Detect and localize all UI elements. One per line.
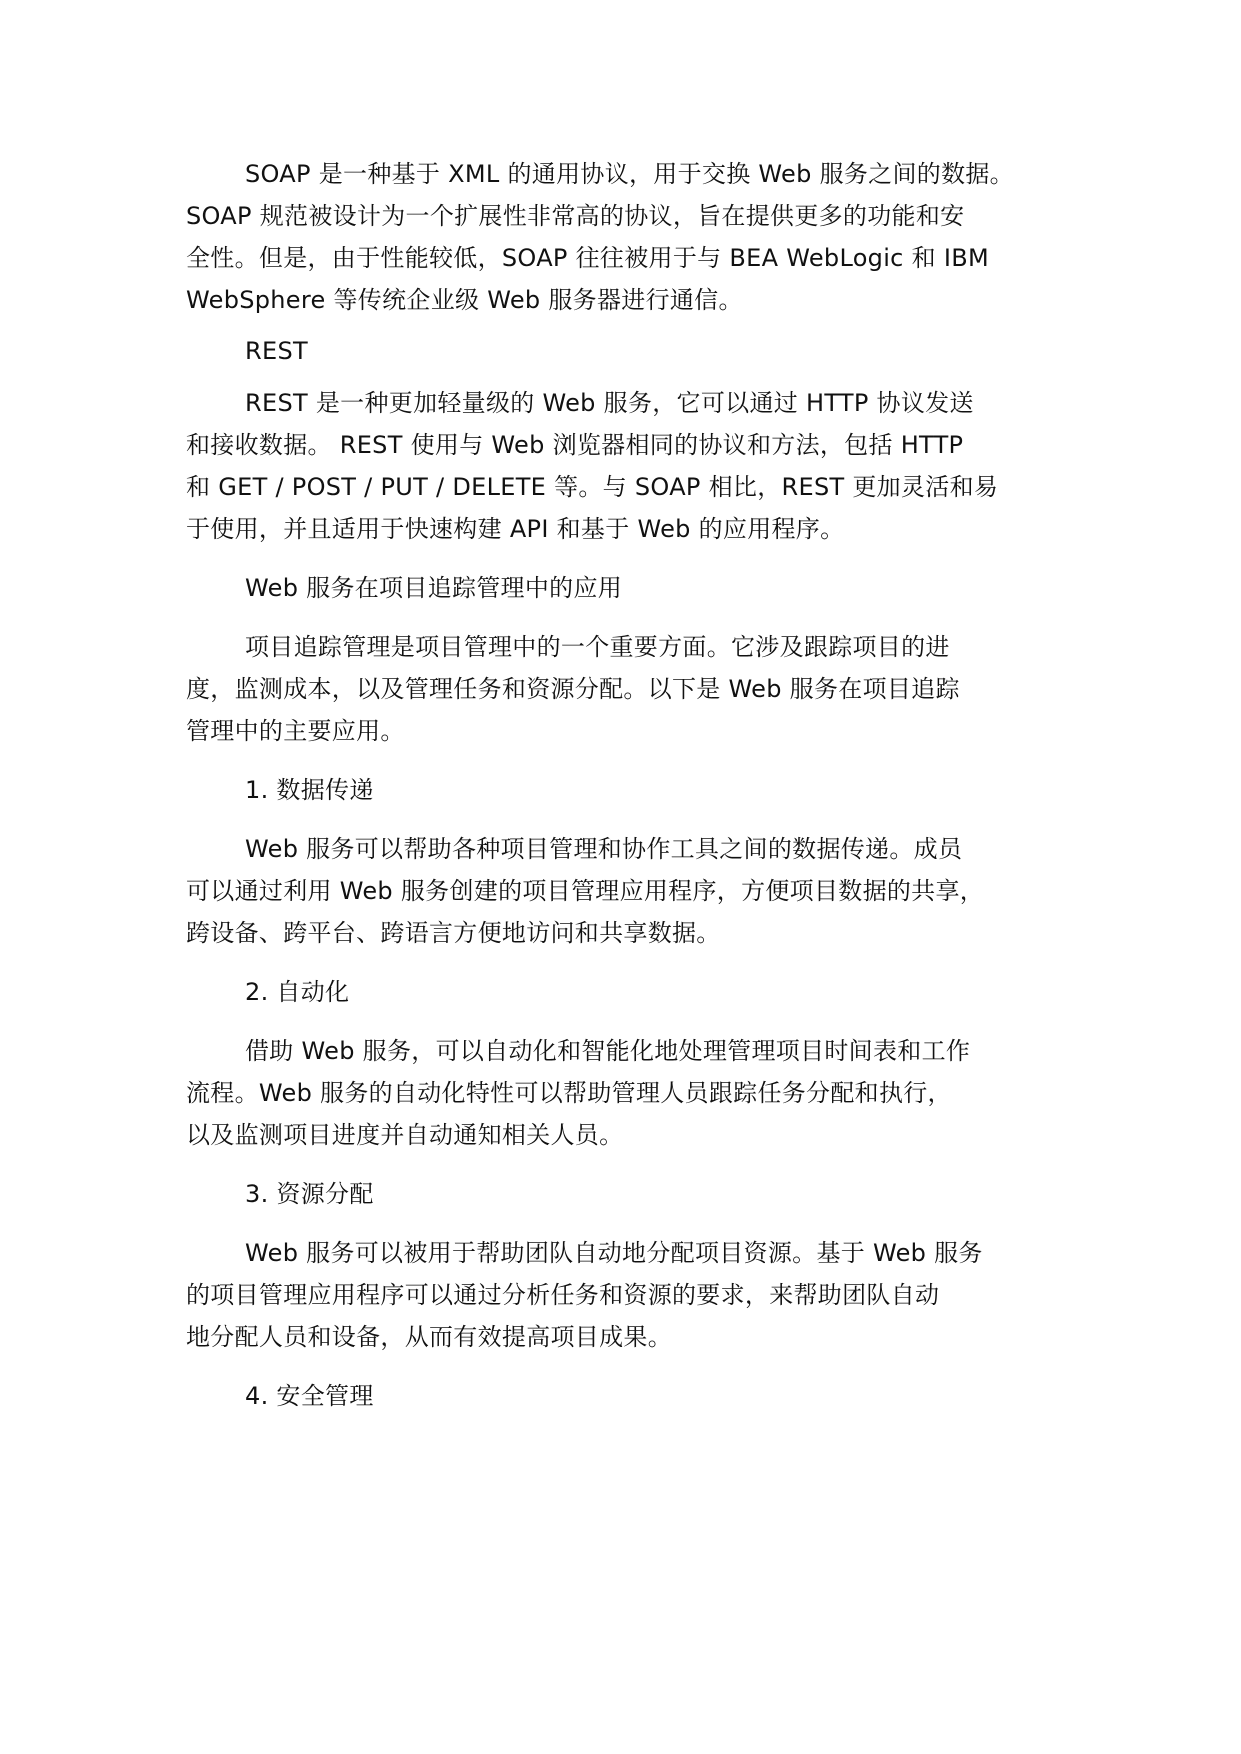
text-line: 以及监测项目进度并自动通知相关人员。 [186, 1121, 624, 1149]
text-line: SOAP 是一种基于 XML 的通用协议，用于交换 Web 服务之间的数据。 [245, 160, 1014, 188]
text-line: WebSphere 等传统企业级 Web 服务器进行通信。 [186, 286, 743, 314]
text-line: 3. 资源分配 [245, 1180, 374, 1208]
text-line: 管理中的主要应用。 [186, 717, 405, 745]
text-line: 项目追踪管理是项目管理中的一个重要方面。它涉及跟踪项目的进 [245, 633, 950, 661]
text-line: 1. 数据传递 [245, 776, 374, 804]
text-line: 的项目管理应用程序可以通过分析任务和资源的要求，来帮助团队自动 [186, 1281, 940, 1309]
text-line: 2. 自动化 [245, 978, 350, 1006]
text-line: 于使用，并且适用于快速构建 API 和基于 Web 的应用程序。 [186, 515, 845, 543]
text-line: REST 是一种更加轻量级的 Web 服务，它可以通过 HTTP 协议发送 [245, 389, 974, 417]
text-line: 跨设备、跨平台、跨语言方便地访问和共享数据。 [186, 919, 721, 947]
text-line: 可以通过利用 Web 服务创建的项目管理应用程序，方便项目数据的共享， [186, 877, 985, 905]
text-line: 度，监测成本，以及管理任务和资源分配。以下是 Web 服务在项目追踪 [186, 675, 960, 703]
text-line: 和接收数据。 REST 使用与 Web 浏览器相同的协议和方法，包括 HTTP [186, 431, 964, 459]
text-line: 和 GET / POST / PUT / DELETE 等。与 SOAP 相比，REST 更加灵活和易 [186, 473, 999, 501]
text-line: Web 服务可以被用于帮助团队自动地分配项目资源。基于 Web 服务 [245, 1239, 983, 1267]
text-line: SOAP 规范被设计为一个扩展性非常高的协议，旨在提供更多的功能和安 [186, 202, 965, 230]
text-line: 地分配人员和设备，从而有效提高项目成果。 [186, 1323, 672, 1351]
text-line: Web 服务在项目追踪管理中的应用 [245, 574, 623, 602]
text-line: 全性。但是，由于性能较低，SOAP 往往被用于与 BEA WebLogic 和 IBM [186, 244, 989, 272]
text-line: REST [245, 337, 308, 365]
text-line: 借助 Web 服务，可以自动化和智能化地处理管理项目时间表和工作 [245, 1037, 971, 1065]
text-line: 流程。Web 服务的自动化特性可以帮助管理人员跟踪任务分配和执行， [186, 1079, 952, 1107]
text-line: 4. 安全管理 [245, 1382, 374, 1410]
text-line: Web 服务可以帮助各种项目管理和协作工具之间的数据传递。成员 [245, 835, 963, 863]
